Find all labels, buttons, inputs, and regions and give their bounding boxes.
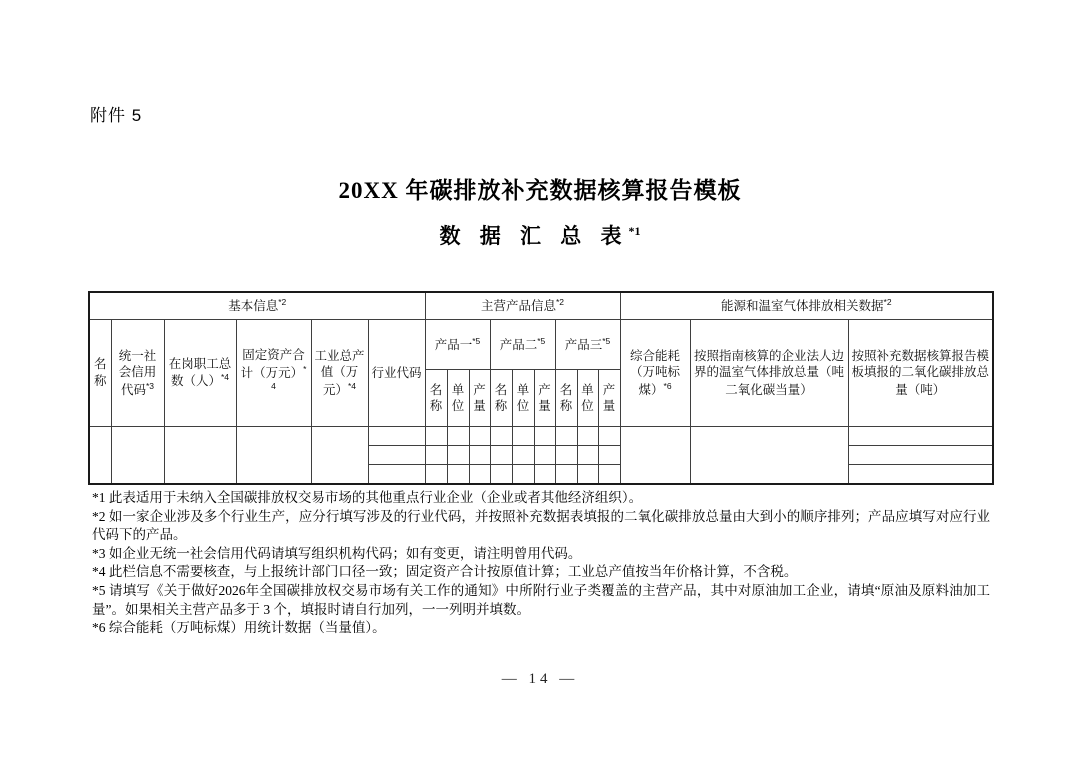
cell-p2-name-row1-empty <box>490 427 512 446</box>
report-title-line2 <box>0 220 1080 250</box>
subcol-product3-unit: 单位 <box>577 370 598 427</box>
cell-industry-code-row1-empty <box>368 427 425 446</box>
col-header-employees <box>164 320 236 427</box>
subcol-product3-quantity: 产量 <box>598 370 620 427</box>
col-header-co2-total-supplementary <box>848 320 993 427</box>
col-header-credit-code <box>111 320 164 427</box>
col-header-product-2 <box>490 320 555 370</box>
col-header-credit-code-label: 统一社会信用代码 <box>118 349 157 397</box>
data-summary-table <box>88 291 994 485</box>
page-number: — 14 — <box>501 671 579 687</box>
cell-p1-qty-row2-empty <box>469 446 490 465</box>
group-header-row <box>89 292 993 320</box>
cell-industry-code-row3-empty <box>368 465 425 485</box>
cell-p3-unit-row1-empty <box>577 427 598 446</box>
summary-table-title-text: 数 据 汇 总 表 <box>439 224 629 248</box>
col-header-product-3-label: 产品三 <box>564 337 603 352</box>
footnote-ref-icon: *2 <box>883 297 892 308</box>
cell-p3-name-row3-empty <box>555 465 577 485</box>
footnote-ref-icon: *4 <box>220 372 230 383</box>
footnote-5: *5 请填写《关于做好2026年全国碳排放权交易市场有关工作的通知》中所附行业子类覆盖的主营产品，其中对原油加工企业，请填“原油及原料油加工量”。如果相关主营产品多于 3 个，填报时请自行加列，一一列明并填数。 <box>92 582 990 617</box>
col-header-industrial-output-value-label: 工业总产值（万元） <box>314 349 365 397</box>
cell-p2-qty-row3-empty <box>534 465 555 485</box>
col-header-product-2-label: 产品二 <box>499 337 538 352</box>
cell-credit-code-empty <box>111 427 164 485</box>
cell-p2-unit-row3-empty <box>512 465 534 485</box>
footnote-ref-icon: *4 <box>271 363 307 392</box>
cell-co2-supplementary-row2-empty <box>848 446 993 465</box>
cell-employees-empty <box>164 427 236 485</box>
col-header-co2-total-supplementary-label: 按照补充数据核算报告模板填报的二氧化碳排放总量（吨） <box>851 349 990 397</box>
cell-p1-qty-row3-empty <box>469 465 490 485</box>
col-header-energy-consumption <box>620 320 690 427</box>
attachment-label: 附件 5 <box>90 106 143 125</box>
group-header-main-products-label: 主营产品信息 <box>480 299 556 314</box>
subcol-product2-unit: 单位 <box>512 370 534 427</box>
footnote-1: *1 此表适用于未纳入全国碳排放权交易市场的其他重点行业企业（企业或者其他经济组织）。 <box>92 490 643 505</box>
cell-fixed-assets-empty <box>236 427 311 485</box>
group-header-energy-ghg-label: 能源和温室气体排放相关数据 <box>721 299 884 314</box>
col-header-ghg-total-guideline-label: 按照指南核算的企业法人边界的温室气体排放总量（吨二氧化碳当量） <box>694 349 845 397</box>
cell-p3-name-row2-empty <box>555 446 577 465</box>
cell-p3-name-row1-empty <box>555 427 577 446</box>
cell-p1-qty-row1-empty <box>469 427 490 446</box>
footnote-6: *6 综合能耗（万吨标煤）用统计数据（当量值）。 <box>92 620 386 636</box>
col-header-industrial-output-value <box>311 320 368 427</box>
footnote-ref-icon: *2 <box>556 297 565 308</box>
cell-p3-qty-row1-empty <box>598 427 620 446</box>
footnote-ref-icon: *6 <box>663 380 672 391</box>
col-header-name-label: 名称 <box>93 357 107 389</box>
cell-p1-name-row3-empty <box>425 465 447 485</box>
cell-ghg-guideline-empty <box>690 427 848 485</box>
footnote-ref-icon: *5 <box>602 335 611 346</box>
cell-p2-qty-row2-empty <box>534 446 555 465</box>
group-header-basic-info <box>89 292 425 320</box>
cell-p3-unit-row3-empty <box>577 465 598 485</box>
footnote-ref-icon: *2 <box>278 297 287 308</box>
col-header-product-3 <box>555 320 620 370</box>
cell-p3-qty-row2-empty <box>598 446 620 465</box>
col-header-industry-code-label: 行业代码 <box>371 366 422 381</box>
cell-p1-unit-row2-empty <box>447 446 469 465</box>
cell-p3-unit-row2-empty <box>577 446 598 465</box>
report-title-line1: 20XX 年碳排放补充数据核算报告模板 <box>338 178 742 203</box>
subcol-product2-name: 名称 <box>490 370 512 427</box>
group-header-energy-ghg <box>620 292 993 320</box>
cell-p2-name-row3-empty <box>490 465 512 485</box>
cell-p1-unit-row1-empty <box>447 427 469 446</box>
cell-p3-qty-row3-empty <box>598 465 620 485</box>
report-title <box>0 172 1080 250</box>
footnote-4: *4 此栏信息不需要核查，与上报统计部门口径一致；固定资产合计按原值计算；工业总产值按当年价格计算，不含税。 <box>92 564 798 580</box>
cell-output-value-empty <box>311 427 368 485</box>
cell-co2-supplementary-row3-empty <box>848 465 993 485</box>
col-header-name <box>89 320 111 427</box>
cell-name-empty <box>89 427 111 485</box>
subcol-product2-quantity: 产量 <box>534 370 555 427</box>
col-header-employees-label: 在岗职工总数（人） <box>168 357 232 389</box>
cell-p1-unit-row3-empty <box>447 465 469 485</box>
footnotes-block <box>92 489 990 638</box>
footnote-2: *2 如一家企业涉及多个行业生产，应分行填写涉及的行业代码，并按照补充数据表填报的二氧化碳排放总量由大到小的顺序排列；产品应填写对应行业代码下的产品。 <box>92 508 990 543</box>
cell-p2-unit-row1-empty <box>512 427 534 446</box>
cell-p1-name-row2-empty <box>425 446 447 465</box>
col-header-product-1 <box>425 320 490 370</box>
cell-p2-qty-row1-empty <box>534 427 555 446</box>
footnote-3: *3 如企业无统一社会信用代码请填写组织机构代码；如有变更，请注明曾用代码。 <box>92 545 582 561</box>
subcol-product1-unit: 单位 <box>447 370 469 427</box>
group-header-basic-info-label: 基本信息 <box>228 299 279 314</box>
footnote-ref-icon: *3 <box>145 380 155 391</box>
footnote-ref-icon: *5 <box>537 335 546 346</box>
col-header-product-1-label: 产品一 <box>434 337 473 352</box>
col-header-fixed-assets <box>236 320 311 427</box>
footnote-ref-icon: *4 <box>347 380 357 391</box>
table-data-row-1 <box>89 427 993 446</box>
cell-co2-supplementary-row1-empty <box>848 427 993 446</box>
cell-p2-unit-row2-empty <box>512 446 534 465</box>
col-header-industry-code <box>368 320 425 427</box>
cell-energy-consumption-empty <box>620 427 690 485</box>
cell-industry-code-row2-empty <box>368 446 425 465</box>
subcol-product3-name: 名称 <box>555 370 577 427</box>
summary-table-title-footnote-ref: *1 <box>628 224 641 238</box>
column-header-row <box>89 320 993 370</box>
col-header-ghg-total-guideline <box>690 320 848 427</box>
group-header-main-products <box>425 292 620 320</box>
footnote-ref-icon: *5 <box>472 335 481 346</box>
col-header-fixed-assets-label: 固定资产合计（万元） <box>240 348 305 380</box>
col-header-energy-consumption-label: 综合能耗（万吨标煤） <box>630 349 681 397</box>
cell-p2-name-row2-empty <box>490 446 512 465</box>
subcol-product1-name: 名称 <box>425 370 447 427</box>
cell-p1-name-row1-empty <box>425 427 447 446</box>
subcol-product1-quantity: 产量 <box>469 370 490 427</box>
